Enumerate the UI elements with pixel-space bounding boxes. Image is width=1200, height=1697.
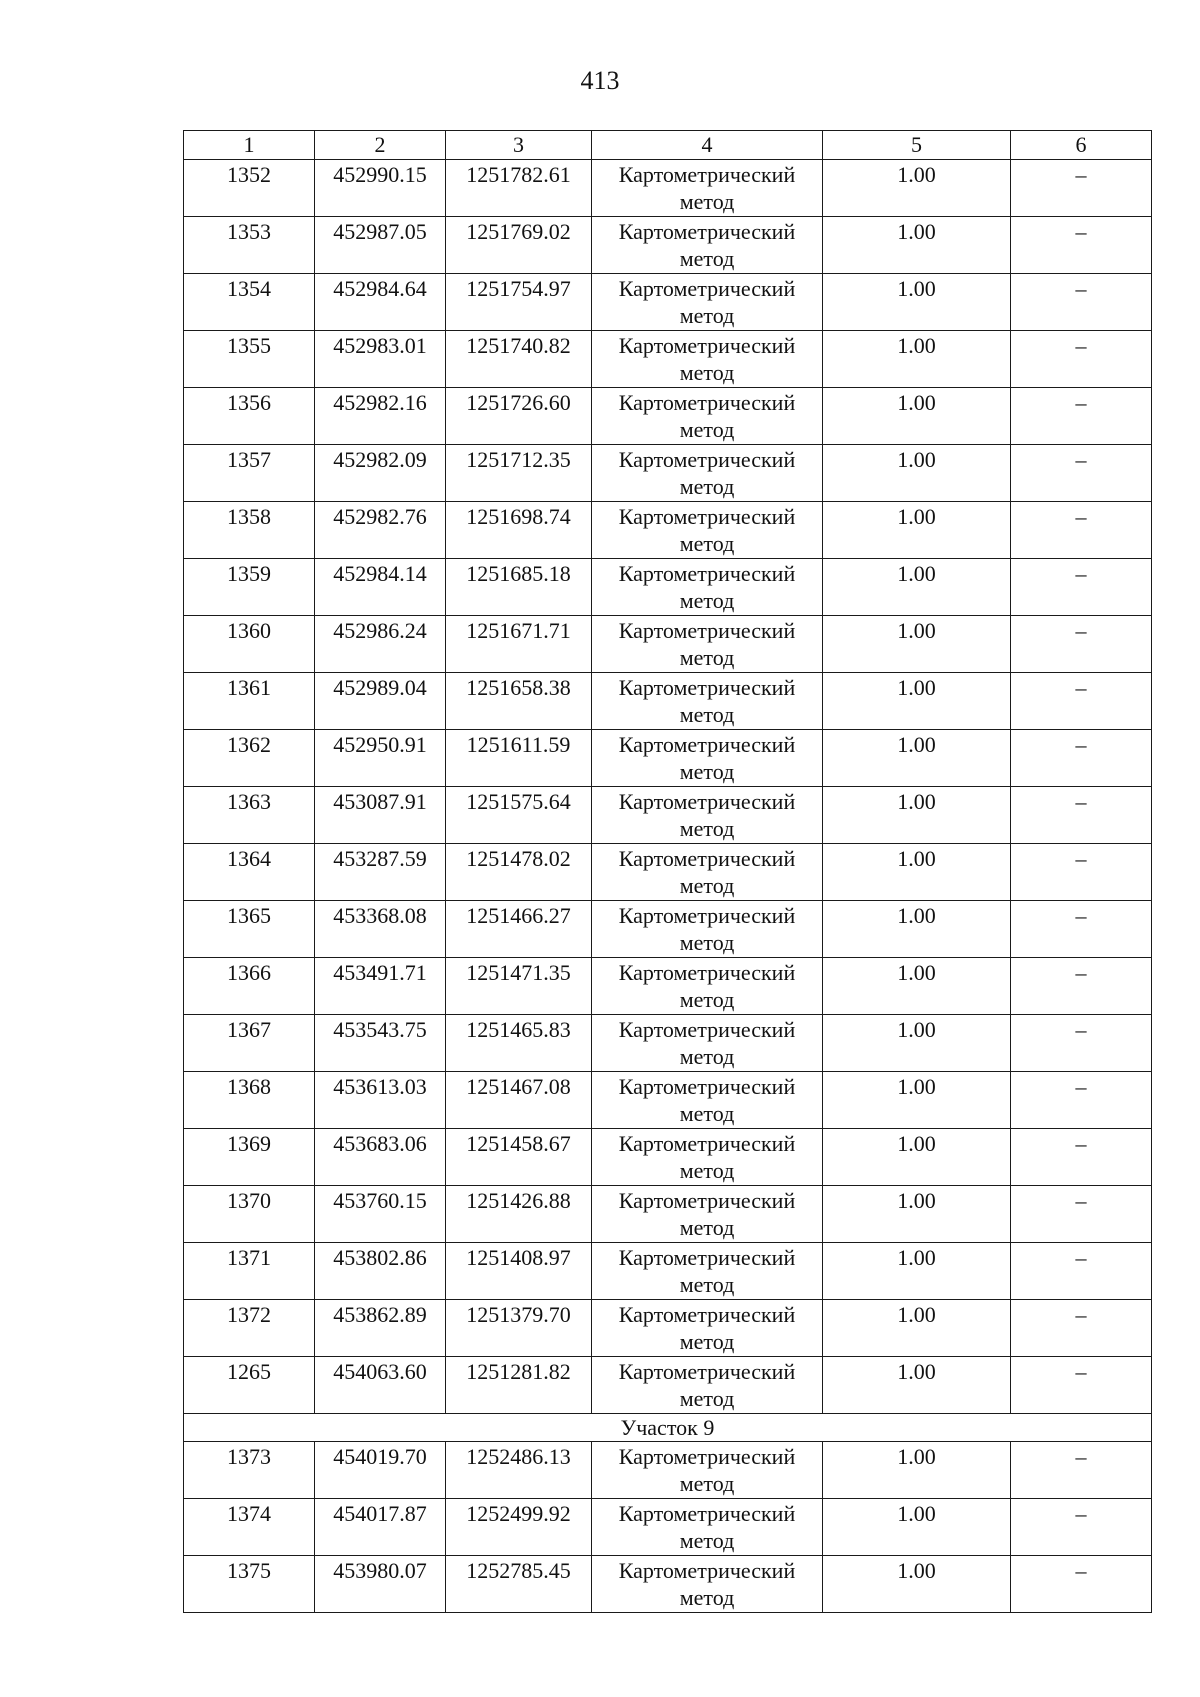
point-number-cell: 1360 <box>184 616 315 673</box>
description-cell: – <box>1011 1129 1152 1186</box>
accuracy-cell: 1.00 <box>823 559 1011 616</box>
x-coordinate-cell: 452989.04 <box>315 673 446 730</box>
accuracy-cell: 1.00 <box>823 274 1011 331</box>
table-row <box>184 1499 1152 1556</box>
x-coordinate-cell: 454019.70 <box>315 1442 446 1499</box>
x-coordinate-cell: 454063.60 <box>315 1357 446 1414</box>
point-number-cell: 1354 <box>184 274 315 331</box>
y-coordinate-cell: 1251671.71 <box>446 616 592 673</box>
method-text: Картометрический метод <box>618 561 796 613</box>
method-text: Картометрический метод <box>618 219 796 271</box>
description-cell: – <box>1011 1072 1152 1129</box>
method-text: Картометрический метод <box>618 1245 796 1297</box>
header-col-5: 5 <box>823 131 1011 160</box>
y-coordinate-cell: 1251426.88 <box>446 1186 592 1243</box>
table-row <box>184 787 1152 844</box>
method-text: Картометрический метод <box>618 1558 796 1610</box>
method-text: Картометрический метод <box>618 618 796 670</box>
description-cell: – <box>1011 502 1152 559</box>
description-cell: – <box>1011 1186 1152 1243</box>
accuracy-cell: 1.00 <box>823 958 1011 1015</box>
y-coordinate-cell: 1251466.27 <box>446 901 592 958</box>
method-text: Картометрический метод <box>618 333 796 385</box>
accuracy-cell: 1.00 <box>823 1300 1011 1357</box>
header-col-2: 2 <box>315 131 446 160</box>
accuracy-cell: 1.00 <box>823 1186 1011 1243</box>
method-text: Картометрический метод <box>618 1501 796 1553</box>
accuracy-cell: 1.00 <box>823 1015 1011 1072</box>
point-number-cell: 1356 <box>184 388 315 445</box>
description-cell: – <box>1011 901 1152 958</box>
accuracy-cell: 1.00 <box>823 787 1011 844</box>
method-cell <box>592 274 823 331</box>
method-cell <box>592 388 823 445</box>
method-text: Картометрический метод <box>618 789 796 841</box>
point-number-cell: 1358 <box>184 502 315 559</box>
accuracy-cell: 1.00 <box>823 616 1011 673</box>
x-coordinate-cell: 452982.16 <box>315 388 446 445</box>
table-row <box>184 1556 1152 1613</box>
description-cell: – <box>1011 445 1152 502</box>
description-cell: – <box>1011 160 1152 217</box>
description-cell: – <box>1011 331 1152 388</box>
point-number-cell: 1368 <box>184 1072 315 1129</box>
header-col-6: 6 <box>1011 131 1152 160</box>
x-coordinate-cell: 453760.15 <box>315 1186 446 1243</box>
method-text: Картометрический метод <box>618 1302 796 1354</box>
point-number-cell: 1265 <box>184 1357 315 1414</box>
y-coordinate-cell: 1252785.45 <box>446 1556 592 1613</box>
description-cell: – <box>1011 730 1152 787</box>
x-coordinate-cell: 453287.59 <box>315 844 446 901</box>
method-text: Картометрический метод <box>618 846 796 898</box>
accuracy-cell: 1.00 <box>823 502 1011 559</box>
method-text: Картометрический метод <box>618 504 796 556</box>
method-text: Картометрический метод <box>618 276 796 328</box>
table-row <box>184 331 1152 388</box>
x-coordinate-cell: 453683.06 <box>315 1129 446 1186</box>
table-row <box>184 1442 1152 1499</box>
coordinates-table <box>183 130 1152 1613</box>
point-number-cell: 1357 <box>184 445 315 502</box>
page-number: 413 <box>580 66 620 95</box>
method-text: Картометрический метод <box>618 960 796 1012</box>
section-header-row <box>184 1414 1152 1442</box>
y-coordinate-cell: 1251478.02 <box>446 844 592 901</box>
method-cell <box>592 1243 823 1300</box>
point-number-cell: 1359 <box>184 559 315 616</box>
point-number-cell: 1369 <box>184 1129 315 1186</box>
point-number-cell: 1373 <box>184 1442 315 1499</box>
method-text: Картометрический метод <box>618 1131 796 1183</box>
description-cell: – <box>1011 559 1152 616</box>
description-cell: – <box>1011 673 1152 730</box>
method-cell <box>592 1499 823 1556</box>
section-label: Участок 9 <box>184 1414 1152 1442</box>
point-number-cell: 1370 <box>184 1186 315 1243</box>
y-coordinate-cell: 1251467.08 <box>446 1072 592 1129</box>
description-cell: – <box>1011 1357 1152 1414</box>
y-coordinate-cell: 1251281.82 <box>446 1357 592 1414</box>
method-cell <box>592 1442 823 1499</box>
point-number-cell: 1353 <box>184 217 315 274</box>
table-row <box>184 1300 1152 1357</box>
x-coordinate-cell: 452982.76 <box>315 502 446 559</box>
y-coordinate-cell: 1251465.83 <box>446 1015 592 1072</box>
accuracy-cell: 1.00 <box>823 1072 1011 1129</box>
table-row <box>184 673 1152 730</box>
table-row <box>184 559 1152 616</box>
header-col-4: 4 <box>592 131 823 160</box>
description-cell: – <box>1011 388 1152 445</box>
method-cell <box>592 217 823 274</box>
y-coordinate-cell: 1251769.02 <box>446 217 592 274</box>
point-number-cell: 1362 <box>184 730 315 787</box>
method-cell <box>592 616 823 673</box>
method-cell <box>592 1129 823 1186</box>
method-text: Картометрический метод <box>618 1017 796 1069</box>
description-cell: – <box>1011 958 1152 1015</box>
x-coordinate-cell: 453543.75 <box>315 1015 446 1072</box>
description-cell: – <box>1011 217 1152 274</box>
y-coordinate-cell: 1251471.35 <box>446 958 592 1015</box>
table-row <box>184 274 1152 331</box>
header-col-3: 3 <box>446 131 592 160</box>
method-text: Картометрический метод <box>618 1444 796 1496</box>
y-coordinate-cell: 1251658.38 <box>446 673 592 730</box>
method-cell <box>592 730 823 787</box>
table-row <box>184 1357 1152 1414</box>
x-coordinate-cell: 453087.91 <box>315 787 446 844</box>
method-cell <box>592 1357 823 1414</box>
method-cell <box>592 1300 823 1357</box>
accuracy-cell: 1.00 <box>823 388 1011 445</box>
table-row <box>184 730 1152 787</box>
point-number-cell: 1374 <box>184 1499 315 1556</box>
y-coordinate-cell: 1251685.18 <box>446 559 592 616</box>
method-cell <box>592 559 823 616</box>
accuracy-cell: 1.00 <box>823 844 1011 901</box>
x-coordinate-cell: 452950.91 <box>315 730 446 787</box>
header-row <box>184 131 1152 160</box>
y-coordinate-cell: 1251611.59 <box>446 730 592 787</box>
y-coordinate-cell: 1251379.70 <box>446 1300 592 1357</box>
table-header <box>184 131 1152 160</box>
header-col-1: 1 <box>184 131 315 160</box>
description-cell: – <box>1011 1556 1152 1613</box>
method-text: Картометрический метод <box>618 903 796 955</box>
method-cell <box>592 1186 823 1243</box>
x-coordinate-cell: 453613.03 <box>315 1072 446 1129</box>
table-body <box>184 160 1152 1613</box>
method-text: Картометрический метод <box>618 1359 796 1411</box>
point-number-cell: 1367 <box>184 1015 315 1072</box>
accuracy-cell: 1.00 <box>823 673 1011 730</box>
method-text: Картометрический метод <box>618 162 796 214</box>
method-cell <box>592 901 823 958</box>
point-number-cell: 1363 <box>184 787 315 844</box>
point-number-cell: 1372 <box>184 1300 315 1357</box>
table-row <box>184 1015 1152 1072</box>
x-coordinate-cell: 452990.15 <box>315 160 446 217</box>
method-cell <box>592 1556 823 1613</box>
table-row <box>184 616 1152 673</box>
y-coordinate-cell: 1251712.35 <box>446 445 592 502</box>
x-coordinate-cell: 453368.08 <box>315 901 446 958</box>
accuracy-cell: 1.00 <box>823 331 1011 388</box>
table-row <box>184 445 1152 502</box>
table-row <box>184 388 1152 445</box>
y-coordinate-cell: 1252486.13 <box>446 1442 592 1499</box>
method-text: Картометрический метод <box>618 732 796 784</box>
point-number-cell: 1355 <box>184 331 315 388</box>
y-coordinate-cell: 1251575.64 <box>446 787 592 844</box>
point-number-cell: 1352 <box>184 160 315 217</box>
accuracy-cell: 1.00 <box>823 1129 1011 1186</box>
point-number-cell: 1365 <box>184 901 315 958</box>
description-cell: – <box>1011 274 1152 331</box>
method-text: Картометрический метод <box>618 1074 796 1126</box>
x-coordinate-cell: 453491.71 <box>315 958 446 1015</box>
method-cell <box>592 958 823 1015</box>
table-row <box>184 958 1152 1015</box>
description-cell: – <box>1011 1243 1152 1300</box>
method-cell <box>592 1072 823 1129</box>
method-cell <box>592 502 823 559</box>
y-coordinate-cell: 1251782.61 <box>446 160 592 217</box>
table-row <box>184 901 1152 958</box>
method-cell <box>592 445 823 502</box>
x-coordinate-cell: 452986.24 <box>315 616 446 673</box>
y-coordinate-cell: 1251698.74 <box>446 502 592 559</box>
point-number-cell: 1371 <box>184 1243 315 1300</box>
table-row <box>184 1243 1152 1300</box>
y-coordinate-cell: 1251726.60 <box>446 388 592 445</box>
x-coordinate-cell: 454017.87 <box>315 1499 446 1556</box>
accuracy-cell: 1.00 <box>823 1499 1011 1556</box>
accuracy-cell: 1.00 <box>823 160 1011 217</box>
method-text: Картометрический метод <box>618 1188 796 1240</box>
table-row <box>184 502 1152 559</box>
table-row <box>184 844 1152 901</box>
description-cell: – <box>1011 787 1152 844</box>
method-cell <box>592 160 823 217</box>
y-coordinate-cell: 1251408.97 <box>446 1243 592 1300</box>
accuracy-cell: 1.00 <box>823 217 1011 274</box>
method-cell <box>592 331 823 388</box>
table-row <box>184 160 1152 217</box>
description-cell: – <box>1011 844 1152 901</box>
accuracy-cell: 1.00 <box>823 1556 1011 1613</box>
method-cell <box>592 673 823 730</box>
x-coordinate-cell: 453862.89 <box>315 1300 446 1357</box>
point-number-cell: 1364 <box>184 844 315 901</box>
description-cell: – <box>1011 1442 1152 1499</box>
description-cell: – <box>1011 1300 1152 1357</box>
accuracy-cell: 1.00 <box>823 1357 1011 1414</box>
method-text: Картометрический метод <box>618 447 796 499</box>
x-coordinate-cell: 452982.09 <box>315 445 446 502</box>
point-number-cell: 1366 <box>184 958 315 1015</box>
accuracy-cell: 1.00 <box>823 901 1011 958</box>
accuracy-cell: 1.00 <box>823 1442 1011 1499</box>
method-text: Картометрический метод <box>618 675 796 727</box>
y-coordinate-cell: 1252499.92 <box>446 1499 592 1556</box>
y-coordinate-cell: 1251754.97 <box>446 274 592 331</box>
method-cell <box>592 1015 823 1072</box>
method-text: Картометрический метод <box>618 390 796 442</box>
accuracy-cell: 1.00 <box>823 1243 1011 1300</box>
y-coordinate-cell: 1251740.82 <box>446 331 592 388</box>
x-coordinate-cell: 452984.14 <box>315 559 446 616</box>
description-cell: – <box>1011 1499 1152 1556</box>
accuracy-cell: 1.00 <box>823 730 1011 787</box>
x-coordinate-cell: 453802.86 <box>315 1243 446 1300</box>
y-coordinate-cell: 1251458.67 <box>446 1129 592 1186</box>
x-coordinate-cell: 452987.05 <box>315 217 446 274</box>
method-cell <box>592 787 823 844</box>
accuracy-cell: 1.00 <box>823 445 1011 502</box>
x-coordinate-cell: 452983.01 <box>315 331 446 388</box>
point-number-cell: 1375 <box>184 1556 315 1613</box>
table-row <box>184 1186 1152 1243</box>
point-number-cell: 1361 <box>184 673 315 730</box>
table-row <box>184 1129 1152 1186</box>
method-cell <box>592 844 823 901</box>
description-cell: – <box>1011 1015 1152 1072</box>
x-coordinate-cell: 452984.64 <box>315 274 446 331</box>
table-row <box>184 217 1152 274</box>
table-row <box>184 1072 1152 1129</box>
x-coordinate-cell: 453980.07 <box>315 1556 446 1613</box>
description-cell: – <box>1011 616 1152 673</box>
